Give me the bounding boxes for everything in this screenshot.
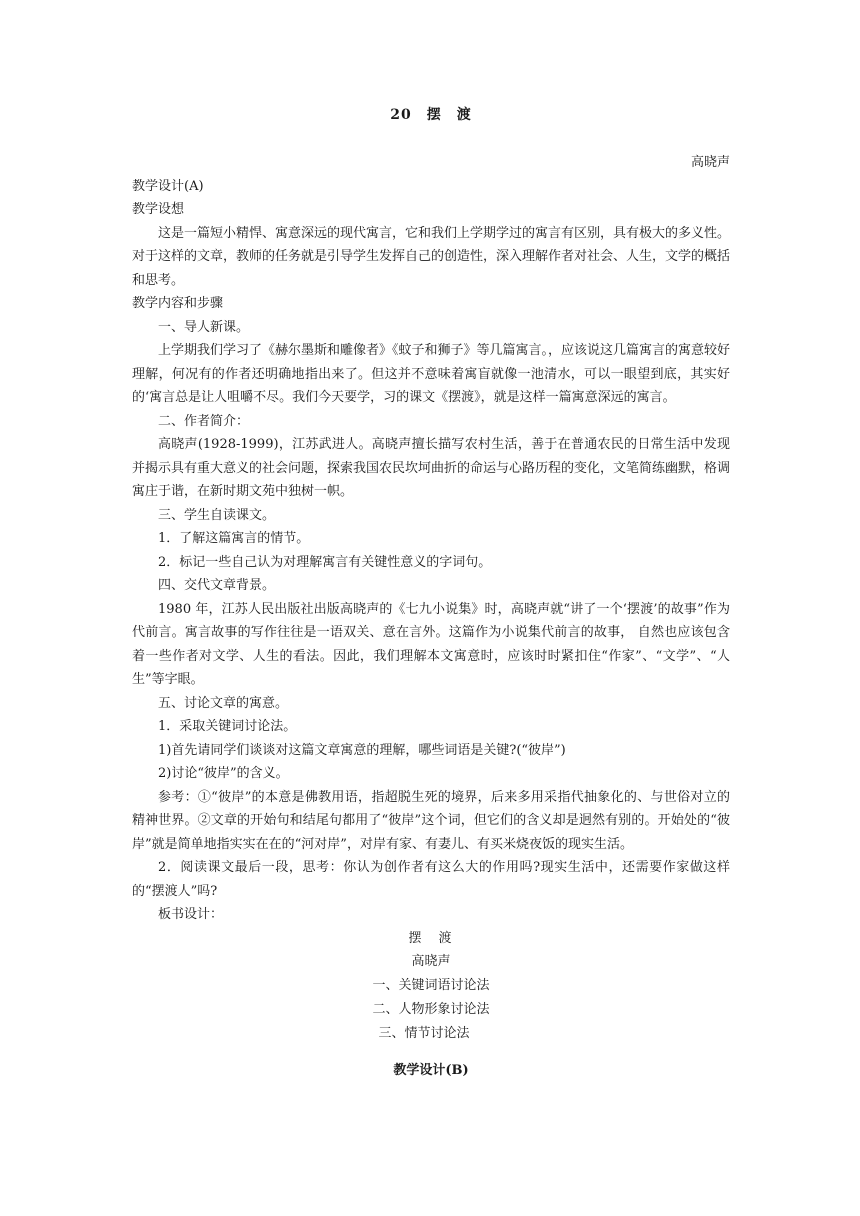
board-label: 板书设计： <box>158 907 224 922</box>
step5-reference: 参考：①“彼岸”的本意是佛教用语，指超脱生死的境界，后来多用采指代抽象化的、与世俗对立的精神世界。②文章的开始句和结尾句都用了“彼岸”这个词，但它们的含义却是迥然有别的。开始处的“彼岸”就是简单地指实实在在的“河对岸”，对岸有家、有妻儿、有买米烧夜饭的现实生活。 <box>132 789 730 852</box>
document-page <box>132 103 730 1083</box>
design-a-heading: 教学设计(A) <box>132 178 204 194</box>
step1-heading: 一、导人新课。 <box>158 319 250 335</box>
board-title: 摆 渡 <box>408 930 454 946</box>
step4-heading: 四、交代文章背景。 <box>158 578 276 593</box>
step5-sub-1: 1)首先请同学们谈谈对这篇文章寓意的理解，哪些词语是关键?(“彼岸”) <box>158 742 566 758</box>
concept-heading: 教学设想 <box>132 202 185 217</box>
step4-paragraph: 1980 年，江苏人民出版社出版高晓声的《七九小说集》时，高晓声就“讲了一个‘摆渡’的故事”作为代前言。寓言故事的写作往往是一语双关、意在言外。这篇作为小说集代前言的故事， 自然也应该包含着一些作者对文学、人生的看法。因此，我们理解本文寓意时，应该时时紧扣住“作家”、“文学”、“人生”等字眼。 <box>132 601 730 687</box>
board-line-1: 一、关键词语讨论法 <box>372 978 490 994</box>
step3-item-2: 2．标记一些自己认为对理解寓言有关键性意义的字词句。 <box>158 554 492 570</box>
board-line-3: 三、情节讨论法 <box>378 1025 470 1041</box>
step5-item-1: 1．采取关键词讨论法。 <box>158 719 297 734</box>
step2-paragraph: 高晓声(1928-1999)，江苏武进人。高晓声擅长描写农村生活，善于在普通农民的日常生活中发现并揭示具有重大意义的社会问题，探索我国农民坎坷曲折的命运与心路历程的变化，文笔简练幽默，格调寓庄于谐，在新时期文苑中独树一帜。 <box>132 437 731 499</box>
design-b-heading: 教学设计(B) <box>393 1063 469 1079</box>
board-line-2: 二、人物形象讨论法 <box>372 1001 490 1017</box>
step1-paragraph: 上学期我们学习了《赫尔墨斯和雕像者》《蚊子和狮子》等几篇寓言。，应该说这几篇寓言的寓意较好理解，何况有的作者还明确地指出来了。但这并不意味着寓盲就像一池清水，可以一眼望到底，其实好的‘寓言总是让人咀嚼不尽。我们今天要学，习的课文《摆渡》，就是这样一篇寓意深远的寓言。 <box>132 343 731 405</box>
step5-item-2: 2．阅读课文最后一段，思考：你认为创作者有这么大的作用吗?现实生活中，还需要作家做这样的“摆渡人”吗? <box>132 860 730 899</box>
step3-item-1: 1．了解这篇寓言的情节。 <box>158 531 310 546</box>
board-author: 高晓声 <box>411 954 451 970</box>
step2-heading: 二、作者简介： <box>158 413 250 429</box>
page-title <box>132 103 730 127</box>
step3-heading: 三、学生自读课文。 <box>158 507 276 523</box>
content-heading: 教学内容和步骤 <box>132 296 224 311</box>
concept-paragraph: 这是一篇短小精悍、寓意深远的现代寓言，它和我们上学期学过的寓言有区别，具有极大的多义性。对于这样的文章，教师的任务就是引导学生发挥自己的创造性，深入理解作者对社会、人生，文学的概括和思考。 <box>132 225 731 288</box>
page-title-text: 20 摆 渡 <box>390 107 472 123</box>
author-name: 高晓声 <box>690 155 730 170</box>
step5-sub-2: 2)讨论“彼岸”的含义。 <box>158 766 289 781</box>
step5-heading: 五、讨论文章的寓意。 <box>158 695 289 711</box>
